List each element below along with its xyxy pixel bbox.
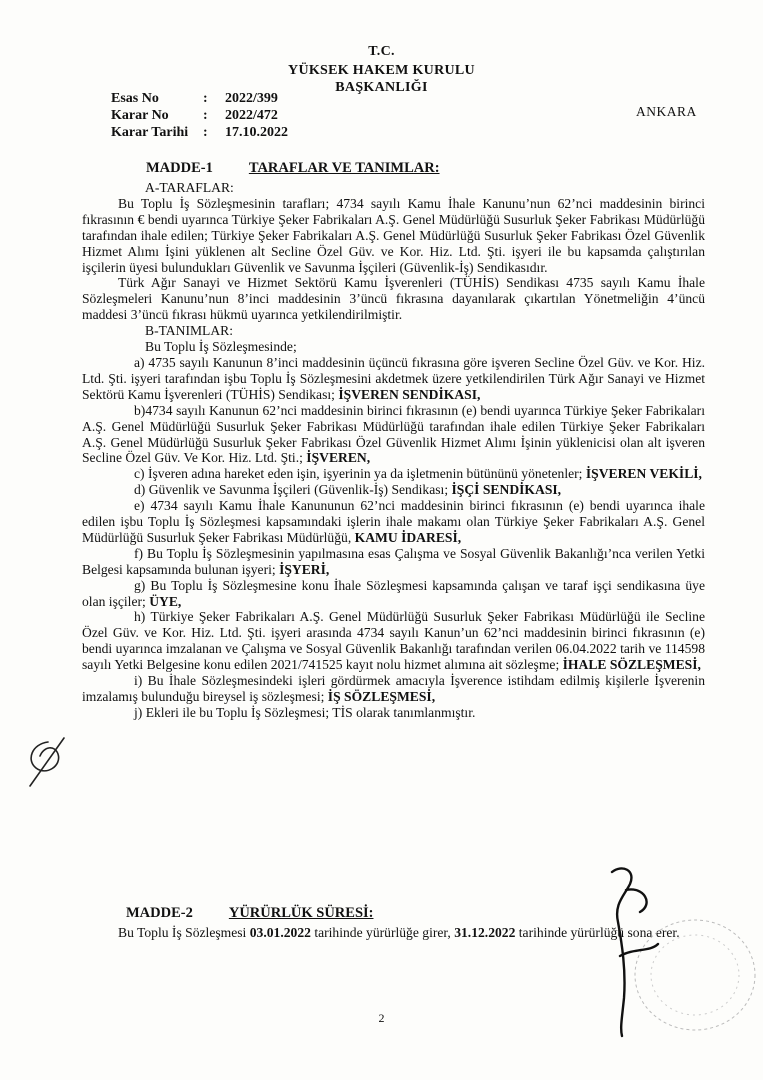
meta-sep: : — [203, 125, 208, 140]
a-taraflar-label: A-TARAFLAR: — [145, 180, 234, 195]
definition-text: e) 4734 sayılı Kamu İhale Kanununun 62’nci maddesinin birinci fıkrasının (e) bendi uyarınca ihale edilen işbu Toplu İş Sözleşmesi kapsamındaki işlerin ihale makamı olan Türkiye Şeker Fabrikaları A.Ş. Genel Müdürlüğü Susurluk Şeker Fabrikası Müdürlüğü, — [82, 498, 705, 545]
definition-term: İŞYERİ, — [279, 561, 330, 577]
definition-item — [82, 578, 705, 610]
definition-term: İŞÇİ SENDİKASI, — [451, 482, 562, 498]
definition-item — [82, 673, 705, 705]
meta-label: Karar No — [111, 108, 169, 123]
definition-item — [82, 466, 705, 482]
decision-meta — [111, 90, 288, 141]
definition-text: h) Türkiye Şeker Fabrikaları A.Ş. Genel Müdürlüğü Susurluk Şeker Fabrikası Müdürlüğü ile Secline Özel Güv. ve Kor. Hiz. Ltd. Şti. işyeri arasında 4734 sayılı Kanun’un 62’nci maddesinin birinci fıkrasının (e) bendi uyarınca imzalanan ve Çalışma ve Sosyal Güvenlik Bakanlığı tarafından verilen 06.04.2022 tarih ve 114598 sayılı Yetki Belgesine konu edilen 2021/741525 kayıt nolu hizmet alımına ait sözleşme; — [82, 609, 705, 673]
validity-text-3: tarihinde yürürlüğü sona erer. — [518, 925, 680, 940]
definition-term: İHALE SÖZLEŞMESİ, — [562, 657, 701, 673]
definition-term: İŞVEREN SENDİKASI, — [338, 386, 481, 402]
definition-text: j) Ekleri ile bu Toplu İş Sözleşmesi; TİS olarak tanımlanmıştır. — [134, 704, 476, 720]
header-department: BAŞKANLIĞI — [335, 80, 428, 95]
definition-text: b)4734 sayılı Kanunun 62’nci maddesinin birinci fıkrasının (e) bendi uyarınca Türkiye Şeker Fabrikaları A.Ş. Genel Müdürlüğü Susurluk Şeker Fabrikası Müdürlüğü tarafından ihale edilen Türkiye Şeker Fabrikaları A.Ş. Genel Müdürlüğü Susurluk Şeker Fabrikası Özel Güvenlik Hizmet Alımı İşinin yüklenicisi olan alt işveren Secline Özel Güv. Ve Kor. Hiz. Ltd. Şti.; — [82, 402, 705, 466]
start-date: 03.01.2022 — [249, 925, 311, 940]
madde-2-label: MADDE-2 — [126, 905, 193, 921]
meta-row-esas — [111, 90, 288, 107]
page-number: 2 — [378, 1011, 385, 1025]
meta-value: 2022/472 — [225, 108, 278, 123]
definition-item — [82, 482, 705, 498]
definition-term: İŞ SÖZLEŞMESİ, — [327, 689, 436, 704]
end-date: 31.12.2022 — [454, 925, 516, 940]
meta-row-karar — [111, 107, 288, 124]
signature-stamp — [560, 860, 760, 1040]
definition-term: İŞVEREN VEKİLİ, — [585, 466, 702, 482]
meta-label: Esas No — [111, 91, 159, 106]
meta-value: 2022/399 — [225, 91, 278, 106]
meta-value: 17.10.2022 — [225, 125, 288, 140]
city-label: ANKARA — [636, 104, 697, 119]
definition-term: KAMU İDARESİ, — [354, 529, 462, 545]
header-institution: YÜKSEK HAKEM KURULU — [288, 63, 475, 78]
meta-label: Karar Tarihi — [111, 125, 189, 140]
definition-term: ÜYE, — [149, 593, 182, 609]
madde-2-heading — [126, 905, 373, 922]
definition-text: c) İşveren adına hareket eden işin, işyerinin ya da işletmenin bütününü yönetenler; — [134, 466, 583, 482]
a-paragraph-2: Türk Ağır Sanayi ve Hizmet Sektörü Kamu İşverenleri (TÜHİS) Sendikası 4735 sayılı Kamu İhale Sözleşmeleri Kanunu’nun 8’inci maddesinin 3’üncü fıkrasına dayanılarak çıkartılan Yönetmeliğin 4’üncü maddesi 3’üncü fıkrası hükmü uyarınca yetkilendirilmiştir. — [82, 275, 705, 323]
meta-sep: : — [203, 91, 208, 106]
definition-term: İŞVEREN, — [306, 450, 371, 466]
header-tc: T.C. — [368, 44, 395, 59]
definition-text: d) Güvenlik ve Savunma İşçileri (Güvenlik-İş) Sendikası; — [134, 482, 449, 498]
a-paragraph-1: Bu Toplu İş Sözleşmesinin tarafları; 4734 sayılı Kamu İhale Kanunu’nun 62’nci maddesinin birinci fıkrasının € bendi uyarınca Türkiye Şeker Fabrikaları A.Ş. Genel Müdürlüğü Susurluk Şeker Fabrikası Müdürlüğü tarafından ihale edilen; Türkiye Şeker Fabrikaları A.Ş. Genel Müdürlüğü Susurluk Şeker Fabrikası Özel Güvenlik Hizmet Alımı İşini yüklenen alt Secline Özel Güv. ve Kor. Hiz. Ltd. Şti. işyeri ile bu kapsamda çalıştırılan işçilerin üyesi bulundukları Güvenlik ve Savunma İşçileri (Güvenlik-İş) Sendikasıdır. — [82, 195, 705, 275]
madde-2-title: YÜRÜRLÜK SÜRESİ: — [228, 905, 374, 921]
definition-text: i) Bu İhale Sözleşmesindeki işleri gördürmek amacıyla İşverence istihdam edilmiş kişilerle İşverenin imzalamış bulunduğu bireysel iş sözleşmesi; — [82, 673, 705, 704]
madde-1-label: MADDE-1 — [146, 160, 213, 176]
madde-1-heading — [146, 160, 440, 177]
definition-text: g) Bu Toplu İş Sözleşmesine konu İhale Sözleşmesi kapsamında çalışan ve taraf işçi sendikasına üye olan işçiler; — [82, 577, 705, 609]
definition-item — [82, 403, 705, 467]
definition-item — [82, 355, 705, 403]
definition-item — [82, 498, 705, 546]
madde-1-body — [82, 180, 705, 721]
validity-text-2: tarihinde yürürlüğe girer, — [314, 925, 451, 940]
definition-item — [82, 546, 705, 578]
validity-text-1: Bu Toplu İş Sözleşmesi — [118, 925, 247, 940]
meta-row-tarih — [111, 124, 288, 141]
margin-initial-signature — [18, 732, 78, 792]
definition-item — [82, 609, 705, 673]
b-intro: Bu Toplu İş Sözleşmesinde; — [145, 339, 297, 355]
definition-text: f) Bu Toplu İş Sözleşmesinin yapılmasına esas Çalışma ve Sosyal Güvenlik Bakanlığı’nca verilen Yetki Belgesi kapsamında bulunan işyeri; — [82, 545, 705, 577]
definition-item — [82, 705, 705, 721]
meta-sep: : — [203, 108, 208, 123]
madde-1-title: TARAFLAR VE TANIMLAR: — [248, 160, 440, 176]
b-tanimlar-label: B-TANIMLAR: — [145, 323, 234, 339]
definition-text: a) 4735 sayılı Kanunun 8’inci maddesinin üçüncü fıkrasına göre işveren Secline Özel Güv. ve Kor. Hiz. Ltd. Şti. işyeri tarafından işbu Toplu İş Sözleşmesini akdetmek üzere yetkilendirilen Türk Ağır Sanayi ve Hizmet Sektörü Kamu İşverenleri (TÜHİS) Sendikası; — [82, 354, 705, 402]
